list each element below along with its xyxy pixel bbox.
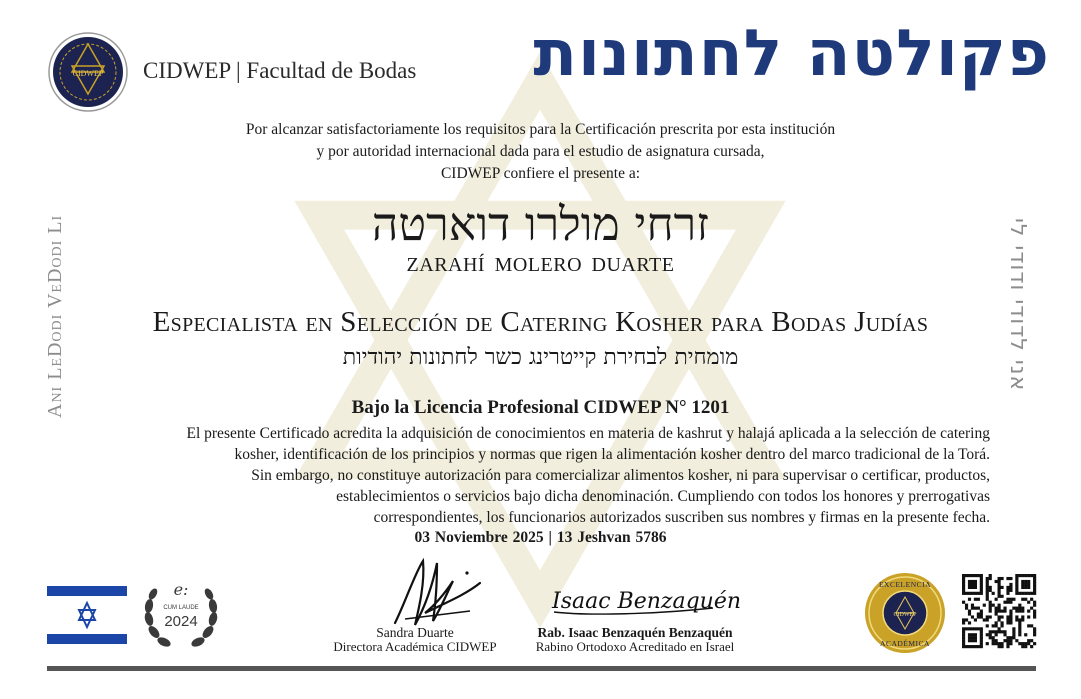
brand-name: CIDWEP | Facultad de Bodas (143, 58, 417, 83)
cidwep-logo (48, 32, 128, 112)
svg-text:e:: e: (173, 580, 189, 599)
signatory-2-name: Rab. Isaac Benzaquén Benzaquén (537, 625, 733, 640)
israel-flag-icon (47, 583, 127, 647)
qr-code-icon[interactable] (962, 574, 1036, 648)
seal-top-text: EXCELENCIA (878, 580, 932, 589)
recipient-hebrew-name: זרחי מולרו דוארטה (371, 197, 710, 251)
specialty-hebrew: מומחית לבחירת קייטרינג כשר לחתונות יהודיות (342, 345, 739, 370)
body-line-5: correspondientes, los funcionarios autorizados suscriben sus nombres y firmas en la presente fecha. (373, 509, 990, 526)
issue-date: 03 Noviembre 2025 | 13 Jeshvan 5786 (414, 529, 667, 546)
laurel-label: CUM LAUDE (163, 605, 199, 611)
body-line-2: kosher, identificación de los principios y normas que rigen la alimentación kosher dentro del marco tradicional de la Torá. (234, 446, 990, 463)
academic-seal-icon (864, 572, 946, 654)
body-line-3: Sin embargo, no constituye autorización para comercializar alimentos kosher, ni para supervisar o certificar, productos, (251, 467, 990, 484)
signature-isaac-benzaquen (548, 578, 742, 618)
recipient-latin-name: ZARAHÍ MOLERO DUARTE (406, 254, 675, 276)
license-number: Bajo la Licencia Profesional CIDWEP N° 1201 (351, 397, 730, 418)
intro-line-3: CIDWEP confiere el presente a: (440, 165, 641, 182)
bottom-divider (47, 666, 1036, 671)
logo-text: CIDWEP (72, 69, 104, 78)
hebrew-title: פקולטה לחתונות (533, 17, 1050, 91)
side-text-left-label: Ani LeDodi VeDodi Li (44, 214, 66, 418)
side-text-right-label: אני לדודי ודודי לי (1005, 218, 1030, 392)
signatory-2-role: Rabino Ortodoxo Acreditado en Israel (535, 639, 735, 654)
laurel-year: 2024 (164, 613, 198, 630)
body-line-4: establecimientos o servicios bajo dicha denominación. Cumpliendo con todos los honores y prerrogativas (336, 488, 990, 505)
signature-sandra-duarte (375, 553, 485, 633)
signatory-1-name: Sandra Duarte (376, 625, 454, 640)
signature-2-script: Isaac Benzaquén (552, 589, 742, 614)
body-line-1: El presente Certificado acredita la adquisición de conocimientos en materia de kashrut y halajá aplicada a la selección de catering (186, 425, 990, 442)
seal-center-text: CIDWEP (893, 612, 917, 618)
seal-bottom-text: ACADÉMICA (880, 639, 930, 648)
signatory-1-role: Directora Académica CIDWEP (333, 639, 497, 654)
specialty-spanish: Especialista en Selección de Catering Kosher para Bodas Judías (152, 306, 929, 338)
laurel-wreath-icon (140, 577, 222, 653)
intro-line-1: Por alcanzar satisfactoriamente los requisitos para la Certificación prescrita por esta institución (245, 121, 836, 138)
intro-line-2: y por autoridad internacional dada para el estudio de asignatura cursada, (316, 143, 765, 160)
